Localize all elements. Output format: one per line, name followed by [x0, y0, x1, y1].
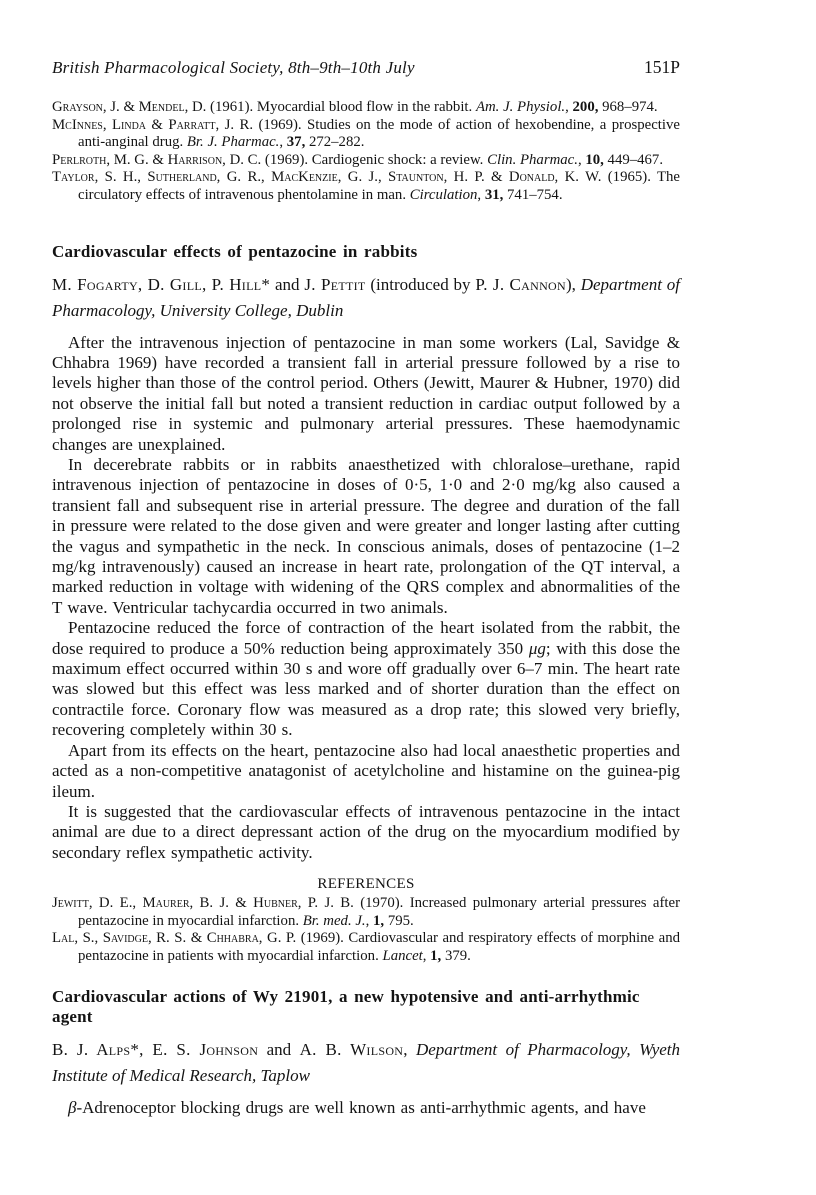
reference-entry [52, 930, 680, 965]
text-segment: μg [528, 638, 546, 658]
authors-line [52, 1037, 680, 1090]
text-segment: Am. J. Physiol. [475, 99, 566, 115]
authors-line [52, 272, 680, 325]
abstract-paragraph [52, 333, 680, 455]
text-segment: After the intravenous injection of pentazocine in man some workers (Lal, Savidge & Chhabra 1969) have recorded a transient fall in arterial pressure followed by a rise to levels higher than those of the control period. Others (Jewitt, Maurer & Hubner, 1970) did not observe the initial fall but noted a transient reduction in cardiac output followed by a prolonged rise in systemic and pulmonary arterial pressures. These haemodynamic changes are unexplained. [52, 332, 680, 454]
text-segment: Pentazocine reduced the force of contraction of the heart isolated from the rabbit, the dose required to produce a 50% reduction being approximately 350 [52, 618, 680, 658]
text-segment: β [68, 1097, 77, 1117]
reference-entry [52, 895, 680, 930]
text-segment: 1, [373, 912, 385, 929]
abstract-title: Cardiovascular actions of Wy 21901, a new hypotensive and anti-arrhythmic agent [52, 986, 640, 1026]
abstract-paragraph [52, 741, 680, 802]
text-segment: The circulatory effects of intravenous phentolamine in man. [78, 169, 680, 203]
text-segment: M. Fogarty, D. Gill, P. Hill* [52, 274, 271, 294]
text-segment: and [270, 274, 305, 294]
text-segment: Apart from its effects on the heart, pentazocine also had local anaesthetic properties and acted as a non-competitive anatagonist of acetylcholine and histamine on the guinea-pig ileum. [52, 740, 680, 801]
text-segment: , [577, 151, 586, 168]
reference-entry [52, 99, 680, 117]
text-segment: 1, [430, 947, 442, 964]
text-segment: 37, [286, 134, 306, 151]
text-segment: In decerebrate rabbits or in rabbits anaesthetized with chloralose–urethane, rapid intravenous injection of pentazocine in doses of 0·5, 1·0 and 2·0 mg/kg also caused a transient fall and subsequent rise in arterial pressure. The degree and duration of the fall in pressure were related to the dose given and were greater and longer lasting after cutting the vagus and sympathetic in the neck. In conscious animals, doses of pentazocine (1–2 mg/kg intravenously) caused an increase in heart rate, prolongation of the QT interval, a marked reduction in voltage with widening of the QRS complex and abnormalities of the T wave. Ventricular tachycardia occurred in two animals. [52, 455, 680, 617]
text-segment: B. J. Alps*, E. S. Johnson [52, 1039, 259, 1059]
text-segment: ; with this dose the maximum effect occurred within 30 s and wore off gradually over 6–7 min. The heart rate was slowed but this effect was less marked and of shorter duration than the effect on contractile force. Coronary flow was measured as a drop rate; this slowed very briefly, recovering completely within 30 s. [52, 638, 680, 740]
text-segment: -Adrenoceptor blocking drugs are well known as anti-arrhythmic agents, and have [76, 1097, 646, 1117]
running-head [52, 57, 680, 78]
text-segment: Lancet [382, 947, 423, 964]
text-segment: Grayson, J. & Mendel, D. (1961). [52, 99, 254, 115]
text-segment: 741–754. [503, 186, 563, 203]
text-segment: ), [565, 274, 581, 294]
text-segment: Circulation [409, 186, 478, 203]
text-segment: Br. J. Pharmac. [186, 134, 280, 151]
text-segment: McInnes, Linda & Parratt, J. R. (1969). [52, 116, 302, 133]
text-segment: Cardiovascular and respiratory effects of morphine and pentazocine in patients with myocardial infarction. [78, 930, 681, 964]
text-segment: 449–467. [603, 151, 664, 168]
text-segment: Studies on the mode of action of hexobendine, a prospective anti-anginal drug. [78, 116, 680, 151]
text-segment: , [365, 912, 374, 929]
text-segment: 31, [484, 186, 504, 203]
abstract-section-pentazocine [52, 242, 680, 966]
text-segment: , [279, 134, 287, 151]
text-segment: (introduced by [365, 274, 476, 294]
text-segment: Department of Pharmacology, University College, Dublin [52, 274, 680, 321]
abstract-paragraph [52, 455, 680, 618]
text-segment: 200, [572, 99, 599, 115]
text-segment: Department of Pharmacology, Wyeth Institute of Medical Research, Taplow [52, 1039, 681, 1085]
text-segment: , [477, 186, 485, 203]
text-segment: and [258, 1039, 300, 1059]
reference-list-abstract [52, 895, 680, 965]
text-segment: Clin. Pharmac. [487, 151, 578, 168]
text-segment: A. B. Wilson [299, 1039, 404, 1059]
text-segment: It is suggested that the cardiovascular effects of intravenous pentazocine in the intact animal are due to a direct depressant action of the drug on the myocardium modified by secondary reflex sympathetic activity. [52, 801, 680, 862]
abstract-paragraph [52, 802, 680, 863]
text-segment: 795. [384, 912, 414, 929]
reference-entry [52, 117, 680, 152]
text-segment: , [403, 1039, 416, 1059]
reference-list-top [52, 99, 680, 205]
abstract-paragraph [52, 618, 680, 740]
reference-entry [52, 169, 680, 204]
text-segment: P. J. Cannon [475, 274, 566, 294]
reference-entry [52, 152, 680, 170]
abstract-title: Cardiovascular effects of pentazocine in rabbits [52, 241, 418, 261]
abstract-paragraph [52, 1098, 680, 1118]
text-segment: 968–974. [598, 99, 658, 115]
text-segment: Br. med. J. [302, 912, 366, 929]
text-segment: 272–282. [305, 134, 365, 151]
text-segment: 10, [585, 151, 604, 168]
text-segment: Myocardial blood flow in the rabbit. [253, 99, 476, 115]
text-segment: Taylor, S. H., Sutherland, G. R., MacKenzie, G. J., Staunton, H. P. & Donald, K. W. (1965). [52, 169, 651, 186]
running-head-title: British Pharmacological Society, 8th–9th–10th July [52, 58, 415, 77]
text-segment: J. Pettit [304, 274, 366, 294]
text-segment: Perlroth, M. G. & Harrison, D. C. (1969). [52, 151, 309, 168]
text-segment: Lal, S., Savidge, R. S. & Chhabra, G. P. (1969). [52, 930, 344, 947]
text-segment: 379. [441, 947, 471, 964]
text-segment: Cardiogenic shock: a review. [308, 151, 488, 168]
references-heading: REFERENCES [317, 876, 415, 893]
abstract-section-wy21901 [52, 987, 680, 1118]
text-segment: , [422, 947, 431, 964]
text-segment: Jewitt, D. E., Maurer, B. J. & Hubner, P. J. B. (1970). [52, 895, 404, 912]
page-number: 151P [644, 57, 680, 77]
text-segment: Increased pulmonary arterial pressures after pentazocine in myocardial infarction. [78, 895, 680, 929]
text-segment: , [565, 99, 573, 115]
